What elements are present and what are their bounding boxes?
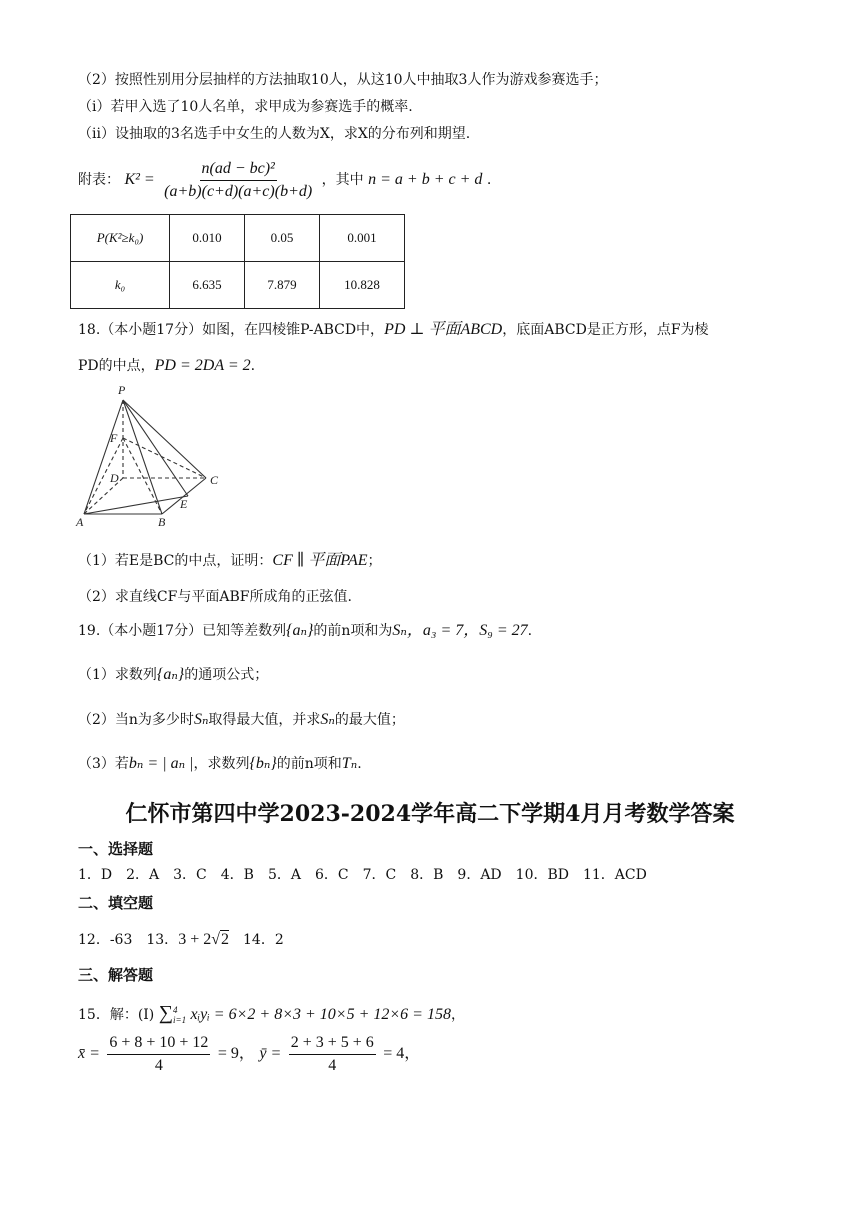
label-D: D <box>110 471 119 485</box>
label-A: A <box>76 515 84 529</box>
section-fill: 二、填空题 <box>78 894 154 912</box>
q18-line2: PD的中点，PD = 2DA = 2. <box>78 357 256 374</box>
k2-table <box>70 214 405 309</box>
table-row <box>71 262 405 309</box>
q18-part2: （2）求直线CF与平面ABF所成角的正弦值. <box>78 589 352 605</box>
label-F: F <box>110 431 118 445</box>
table-cell: 10.828 <box>320 262 405 309</box>
label-B: B <box>158 515 166 529</box>
table-row <box>71 215 405 262</box>
q19-part3: （3）若bₙ = | aₙ |，求数列{bₙ}的前n项和Tₙ. <box>78 755 362 772</box>
q18-line1: 18.（本小题17分）如图，在四棱锥P-ABCD中，PD ⊥ 平面ABCD，底面ABCD是正方形，点F为棱 <box>78 321 709 338</box>
choice-answers: 1．D 2．A 3．C 4．B 5．A 6．C 7．C 8．B 9．AD 10．BD 11．ACD <box>78 867 647 883</box>
table-head-k0: k₀ <box>71 262 170 309</box>
label-E: E <box>180 497 188 511</box>
q17-part2: （2）按照性别用分层抽样的方法抽取10人，从这10人中抽取3人作为游戏参赛选手； <box>78 72 608 88</box>
q19-line1: 19.（本小题17分）已知等差数列{aₙ}的前n项和为Sₙ，a₃ = 7，S₉ = 27. <box>78 622 533 639</box>
q17-part2-i: （i）若甲入选了10人名单，求甲成为参赛选手的概率. <box>78 99 413 115</box>
table-cell: 0.05 <box>245 215 320 262</box>
table-head-p: P(K²≥k₀) <box>71 215 170 262</box>
table-cell: 6.635 <box>170 262 245 309</box>
pyramid-figure <box>70 380 230 530</box>
a15-line2: x̄ = $\frac{6 + 8 + 10 + 12}{4}$ = 9， ȳ = $\frac{2 + 3 + 5 + 6}{4}$ = 4， <box>78 1033 421 1074</box>
section-solution: 三、解答题 <box>78 966 154 984</box>
k2-formula: 附表： K² = $\frac{\text{n(ad − bc)²}}{(a+b)(c+d)(a+c)(b+d)}$ ，其中 n = a + b + c + d . <box>78 159 492 200</box>
label-C: C <box>210 473 219 487</box>
q19-part2: （2）当n为多少时Sₙ取得最大值，并求Sₙ的最大值； <box>78 711 405 728</box>
fill-answers: 12．-63 13．3 + 2√2 14．2 <box>78 931 284 948</box>
table-cell: 7.879 <box>245 262 320 309</box>
table-cell: 0.001 <box>320 215 405 262</box>
q18-part1: （1）若E是BC的中点，证明：CF ∥ 平面PAE； <box>78 552 382 569</box>
q19-part1: （1）求数列{aₙ}的通项公式； <box>78 666 269 683</box>
label-P: P <box>118 383 126 397</box>
section-choice: 一、选择题 <box>78 840 154 858</box>
table-cell: 0.010 <box>170 215 245 262</box>
formula-lhs: K² = <box>124 171 155 188</box>
answer-title: 仁怀市第四中学2023-2024学年高二下学期4月月考数学答案 <box>125 801 735 827</box>
formula-fraction: $\frac{\text{n(ad − bc)²}}{(a+b)(c+d)(a+c)(b+d)}$ <box>164 159 313 200</box>
a15-line1: 15．解：(I) ∑ 4 i=1 xᵢyᵢ = 6×2 + 8×3 + 10×5 + 12×6 = 158， <box>78 1002 465 1025</box>
q17-part2-ii: （ii）设抽取的3名选手中女生的人数为X，求X的分布列和期望. <box>78 126 471 142</box>
